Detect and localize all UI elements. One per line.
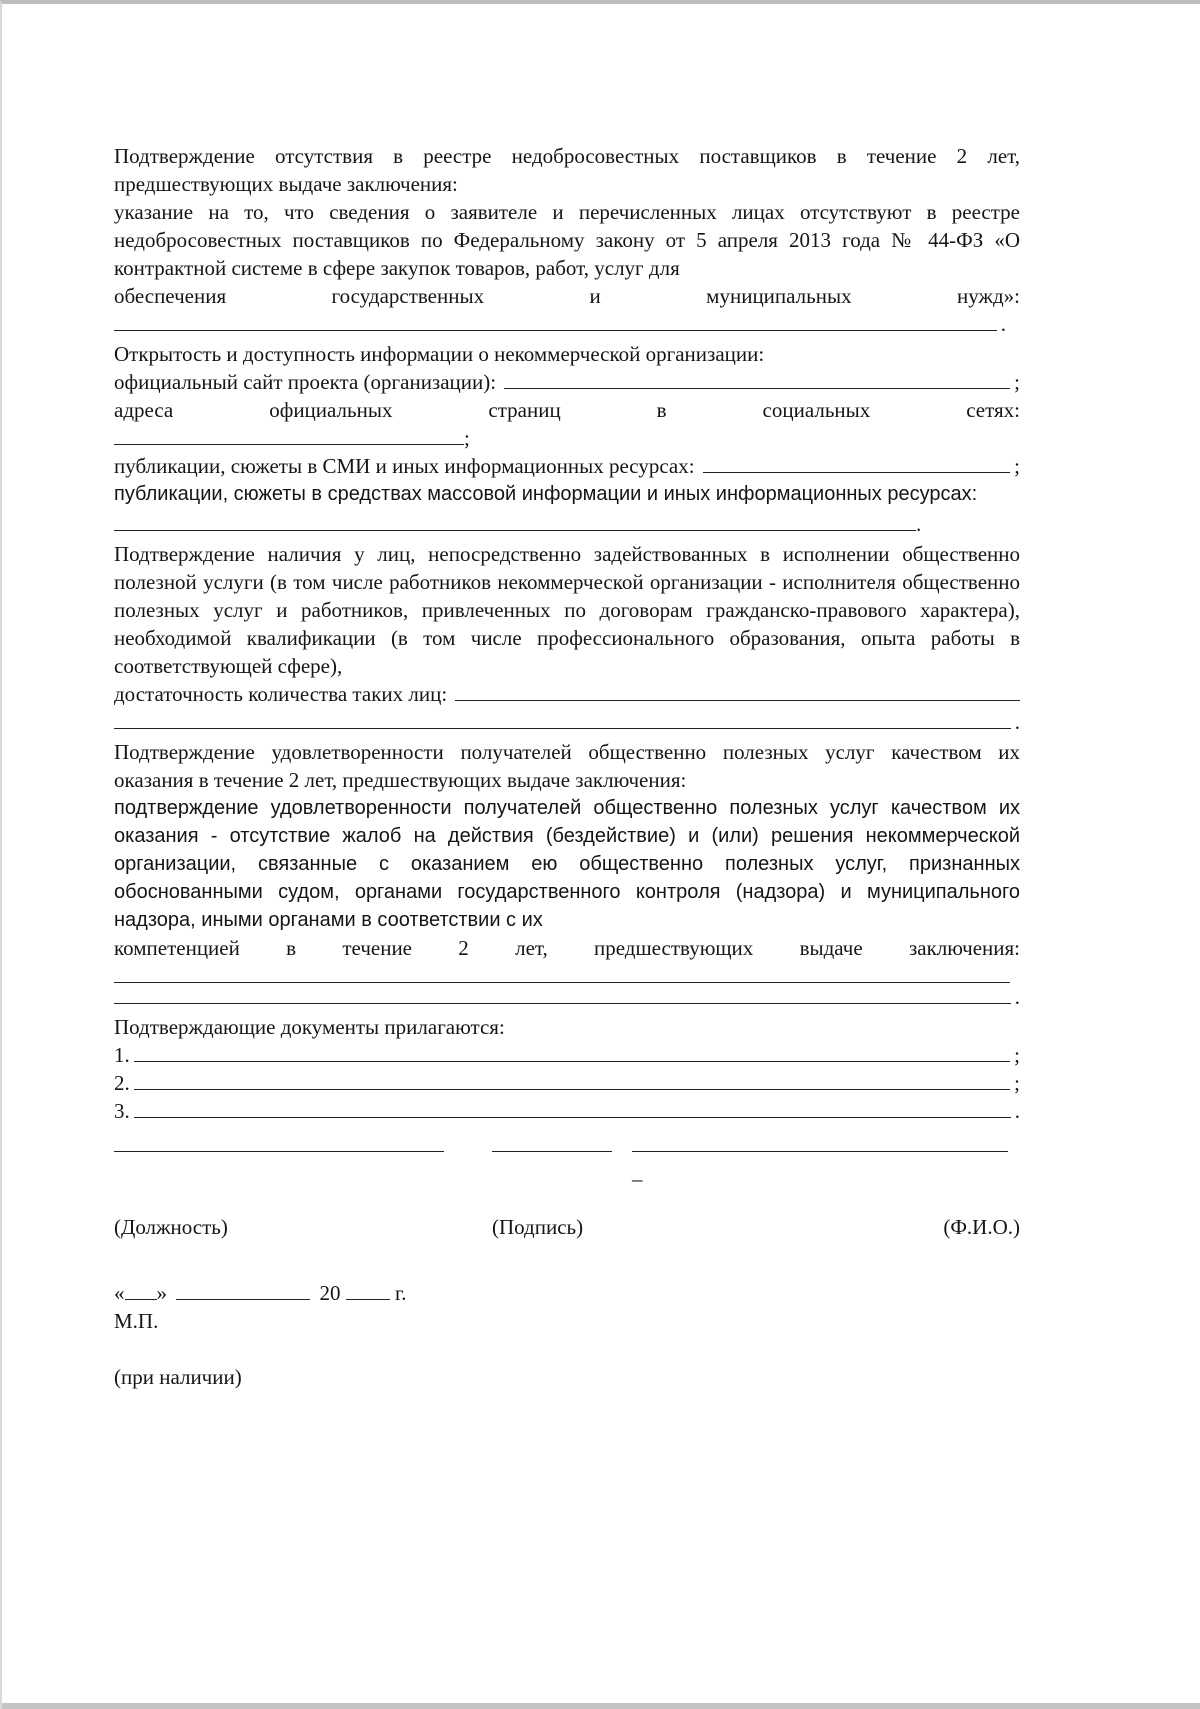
blank-field — [114, 708, 1011, 729]
dash-mark: – — [632, 1167, 643, 1191]
attachment-blank — [134, 1097, 1011, 1118]
end-mark: . — [1014, 710, 1020, 734]
name-line — [632, 1151, 1008, 1152]
blank-field — [114, 983, 1011, 1004]
document-content — [114, 142, 1020, 1391]
attachment-number: 2. — [114, 1071, 130, 1095]
section-body-last-line: компетенцией в течение 2 лет, предшествующих выдаче заключения: — [114, 936, 1020, 960]
staff-count-row — [114, 680, 1020, 708]
blank-field — [114, 310, 997, 331]
media2-label: публикации, сюжеты в средствах массовой информации и иных информационных ресурсах: — [114, 483, 978, 505]
name-label: (Ф.И.О.) — [943, 1215, 1020, 1239]
open-quote: « — [114, 1281, 125, 1305]
section-heading: Открытость и доступность информации о некоммерческой организации: — [114, 342, 765, 366]
end-mark: . — [1014, 1099, 1020, 1123]
attachment-item — [114, 1097, 1020, 1125]
site-label: официальный сайт проекта (организации): — [114, 370, 497, 394]
staff-count-blank — [455, 680, 1020, 701]
fill-line — [114, 962, 1020, 983]
section-attachments — [114, 1013, 1020, 1125]
signature-line — [492, 1151, 612, 1152]
stamp-note: (при наличии) — [114, 1365, 242, 1389]
day-blank — [125, 1279, 157, 1300]
staff-count-label: достаточность количества таких лиц: — [114, 682, 448, 706]
end-mark: . — [1014, 985, 1020, 1009]
section-supplier-registry — [114, 142, 1020, 338]
date-row — [114, 1279, 1020, 1307]
fill-line — [114, 708, 1020, 736]
attachment-number: 3. — [114, 1099, 130, 1123]
stamp-label: М.П. — [114, 1309, 159, 1333]
social-row — [114, 424, 1020, 452]
social-label: адреса официальных страниц в социальных сетях: — [114, 398, 1020, 422]
end-mark: . — [916, 512, 922, 536]
site-row — [114, 368, 1020, 396]
attachment-item — [114, 1041, 1020, 1069]
year-suffix: г. — [395, 1281, 407, 1305]
social-blank — [114, 424, 464, 445]
media2-blank — [114, 510, 916, 531]
signature-block — [114, 1151, 1020, 1261]
signature-label: (Подпись) — [492, 1215, 584, 1239]
fill-line — [114, 983, 1020, 1011]
blank-field — [114, 962, 1010, 983]
end-mark: ; — [1014, 454, 1020, 478]
end-mark: ; — [1014, 1071, 1020, 1095]
section-qualification — [114, 540, 1020, 736]
page-bottom-edge — [2, 1703, 1200, 1709]
end-mark: ; — [1014, 1043, 1020, 1067]
fill-line — [114, 310, 1020, 338]
year-prefix: 20 — [319, 1281, 341, 1305]
media-blank — [703, 452, 1011, 473]
attachment-item — [114, 1069, 1020, 1097]
attachment-blank — [134, 1069, 1010, 1090]
site-blank — [504, 368, 1010, 389]
section-heading: Подтверждение удовлетворенности получателей общественно полезных услуг качеством их оказания в течение 2 лет, предшествующих выдаче заключения: — [114, 740, 1020, 792]
attachment-number: 1. — [114, 1043, 130, 1067]
position-label: (Должность) — [114, 1215, 228, 1239]
month-blank — [176, 1279, 310, 1300]
section-body: указание на то, что сведения о заявителе и перечисленных лицах отсутствуют в реестре недобросовестных поставщиков по Федеральному закону от 5 апреля 2013 года № 44-ФЗ «О контрактной системе в сфере закупок товаров, работ, услуг для — [114, 200, 1020, 280]
media2-row — [114, 510, 1020, 538]
section-body-last-line: обеспечения государственных и муниципальных нужд»: — [114, 284, 1020, 308]
section-heading: Подтверждающие документы прилагаются: — [114, 1015, 505, 1039]
close-quote: » — [156, 1281, 167, 1305]
year-blank — [346, 1279, 390, 1300]
section-body: Подтверждение наличия у лиц, непосредственно задействованных в исполнении общественно полезной услуги (в том числе работников некоммерческой организации - исполнителя общественно полезных услуг и работников, привлеченных по договорам гражданско-правового характера), необходимой квалификации (в том числе профессионального образования, опыта работы в соответствующей сфере), — [114, 542, 1020, 678]
attachment-blank — [134, 1041, 1010, 1062]
section-body: подтверждение удовлетворенности получателей общественно полезных услуг качеством их оказания - отсутствие жалоб на действия (бездействие) и (или) решения некоммерческой организации, связанные с оказанием ею общественно полезных услуг, признанных обоснованными судом, органами государственного контроля (надзора) и муниципального надзора, иными органами в соответствии с их — [114, 797, 1020, 931]
end-mark: ; — [1014, 370, 1020, 394]
media-row — [114, 452, 1020, 480]
end-mark: . — [1000, 312, 1006, 336]
section-openness — [114, 340, 1020, 538]
end-mark: ; — [464, 426, 470, 450]
position-line — [114, 1151, 444, 1152]
media-label: публикации, сюжеты в СМИ и иных информационных ресурсах: — [114, 454, 695, 478]
section-heading: Подтверждение отсутствия в реестре недобросовестных поставщиков в течение 2 лет, предшествующих выдаче заключения: — [114, 144, 1020, 196]
section-satisfaction — [114, 738, 1020, 1011]
